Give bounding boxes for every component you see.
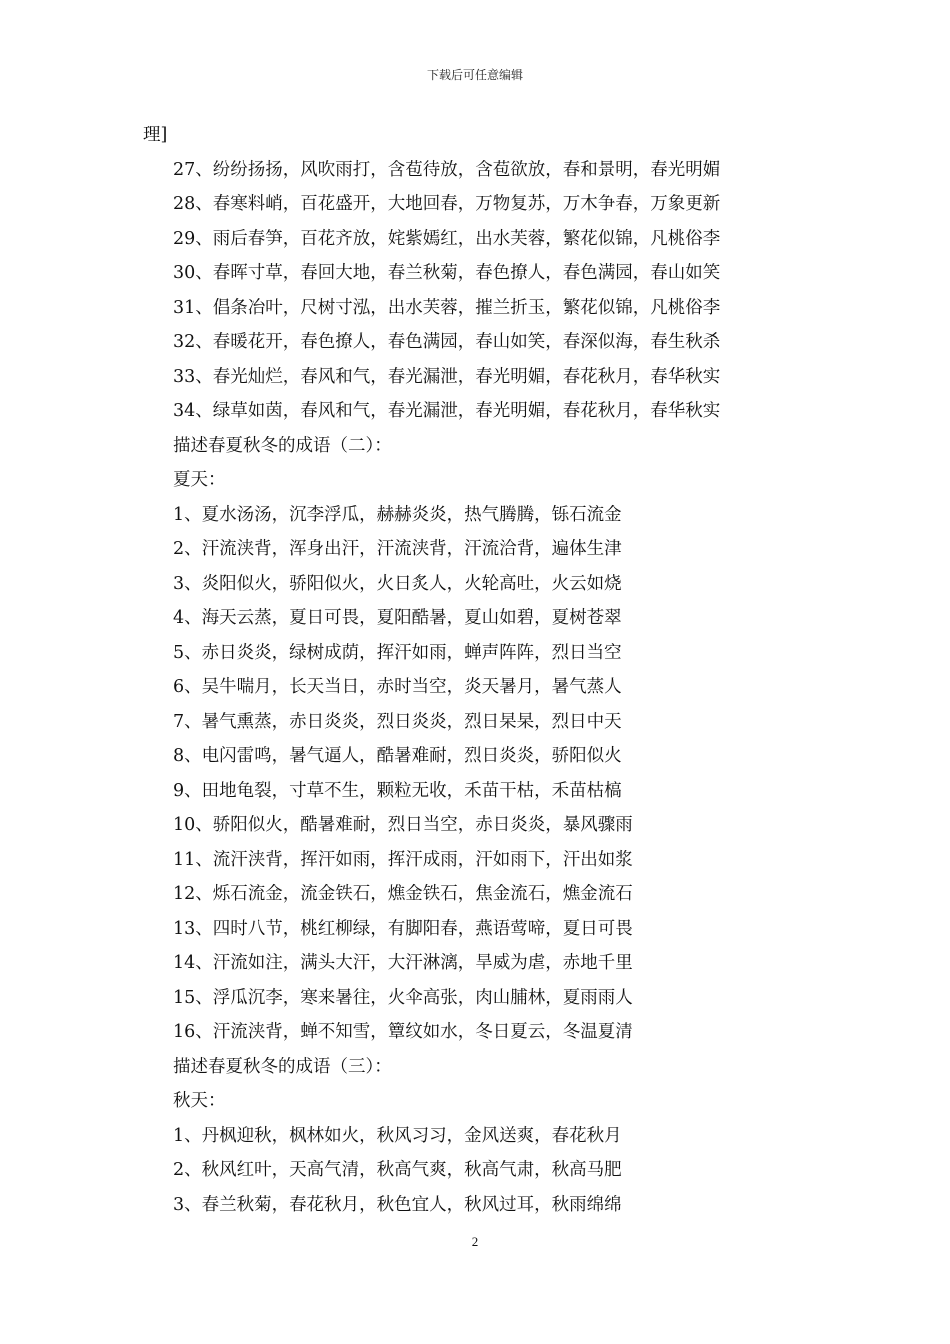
text-line: 3、春兰秋菊，春花秋月，秋色宜人，秋风过耳，秋雨绵绵 — [173, 1194, 622, 1215]
page-header: 下载后可任意编辑 — [426, 68, 523, 82]
text-line: 12、烁石流金，流金铁石，燋金铁石，焦金流石，燋金流石 — [173, 884, 633, 904]
text-line: 4、海天云蒸，夏日可畏，夏阳酷暑，夏山如碧，夏树苍翠 — [173, 608, 622, 628]
text-line: 1、丹枫迎秋，枫林如火，秋风习习，金风送爽，春花秋月 — [173, 1125, 622, 1146]
continuation-line: 理] — [143, 125, 168, 145]
text-line: 32、春暖花开，春色撩人，春色满园，春山如笑，春深似海，春生秋杀 — [173, 332, 721, 352]
text-line: 29、雨后春笋，百花齐放，姹紫嫣红，出水芙蓉，繁花似锦，凡桃俗李 — [173, 228, 721, 249]
text-line: 8、电闪雷鸣，暑气逼人，酷暑难耐，烈日炎炎，骄阳似火 — [173, 746, 622, 766]
text-line: 6、吴牛喘月，长天当日，赤时当空，炎天暑月，暑气蒸人 — [173, 677, 622, 697]
text-line: 30、春晖寸草，春回大地，春兰秋菊，春色撩人，春色满园，春山如笑 — [173, 263, 721, 283]
text-line: 9、田地龟裂，寸草不生，颗粒无收，禾苗干枯，禾苗枯槁 — [173, 780, 622, 801]
text-line: 28、春寒料峭，百花盛开，大地回春，万物复苏，万木争春，万象更新 — [173, 194, 721, 214]
text-line: 5、赤日炎炎，绿树成荫，挥汗如雨，蝉声阵阵，烈日当空 — [173, 642, 622, 663]
text-line: 1、夏水汤汤，沉李浮瓜，赫赫炎炎，热气腾腾，铄石流金 — [173, 504, 622, 525]
text-line: 13、四时八节，桃红柳绿，有脚阳春，燕语莺啼，夏日可畏 — [173, 918, 633, 939]
text-line: 3、炎阳似火，骄阳似火，火日炙人，火轮高吐，火云如烧 — [173, 573, 622, 594]
text-line: 2、汗流浃背，浑身出汗，汗流浃背，汗流洽背，遍体生津 — [173, 539, 622, 559]
page-number: 2 — [471, 1234, 479, 1249]
text-line: 33、春光灿烂，春风和气，春光漏泄，春光明媚，春花秋月，春华秋实 — [173, 366, 721, 387]
text-line: 2、秋风红叶，天高气清，秋高气爽，秋高气肃，秋高马肥 — [173, 1160, 622, 1180]
text-line: 31、倡条冶叶，尺树寸泓，出水芙蓉，摧兰折玉，繁花似锦，凡桃俗李 — [173, 297, 721, 318]
text-line: 描述春夏秋冬的成语（三）： — [173, 1056, 392, 1077]
text-line: 秋天： — [173, 1091, 226, 1111]
text-line: 15、浮瓜沉李，寒来暑往，火伞高张，肉山脯林，夏雨雨人 — [173, 987, 633, 1008]
text-line: 描述春夏秋冬的成语（二）： — [173, 435, 392, 456]
text-line: 7、暑气熏蒸，赤日炎炎，烈日炎炎，烈日杲杲，烈日中天 — [173, 711, 622, 732]
text-line: 27、纷纷扬扬，风吹雨打，含苞待放，含苞欲放，春和景明，春光明媚 — [173, 159, 721, 180]
text-line: 14、汗流如注，满头大汗，大汗淋漓，旱威为虐，赤地千里 — [173, 953, 633, 973]
text-line: 夏天： — [173, 470, 226, 490]
text-line: 34、绿草如茵，春风和气，春光漏泄，春光明媚，春花秋月，春华秋实 — [173, 401, 721, 421]
text-line: 10、骄阳似火，酷暑难耐，烈日当空，赤日炎炎，暴风骤雨 — [173, 815, 633, 835]
text-line: 11、流汗浃背，挥汗如雨，挥汗成雨，汗如雨下，汗出如浆 — [173, 849, 633, 870]
text-line: 16、汗流浃背，蝉不知雪，簟纹如水，冬日夏云，冬温夏清 — [173, 1022, 633, 1042]
